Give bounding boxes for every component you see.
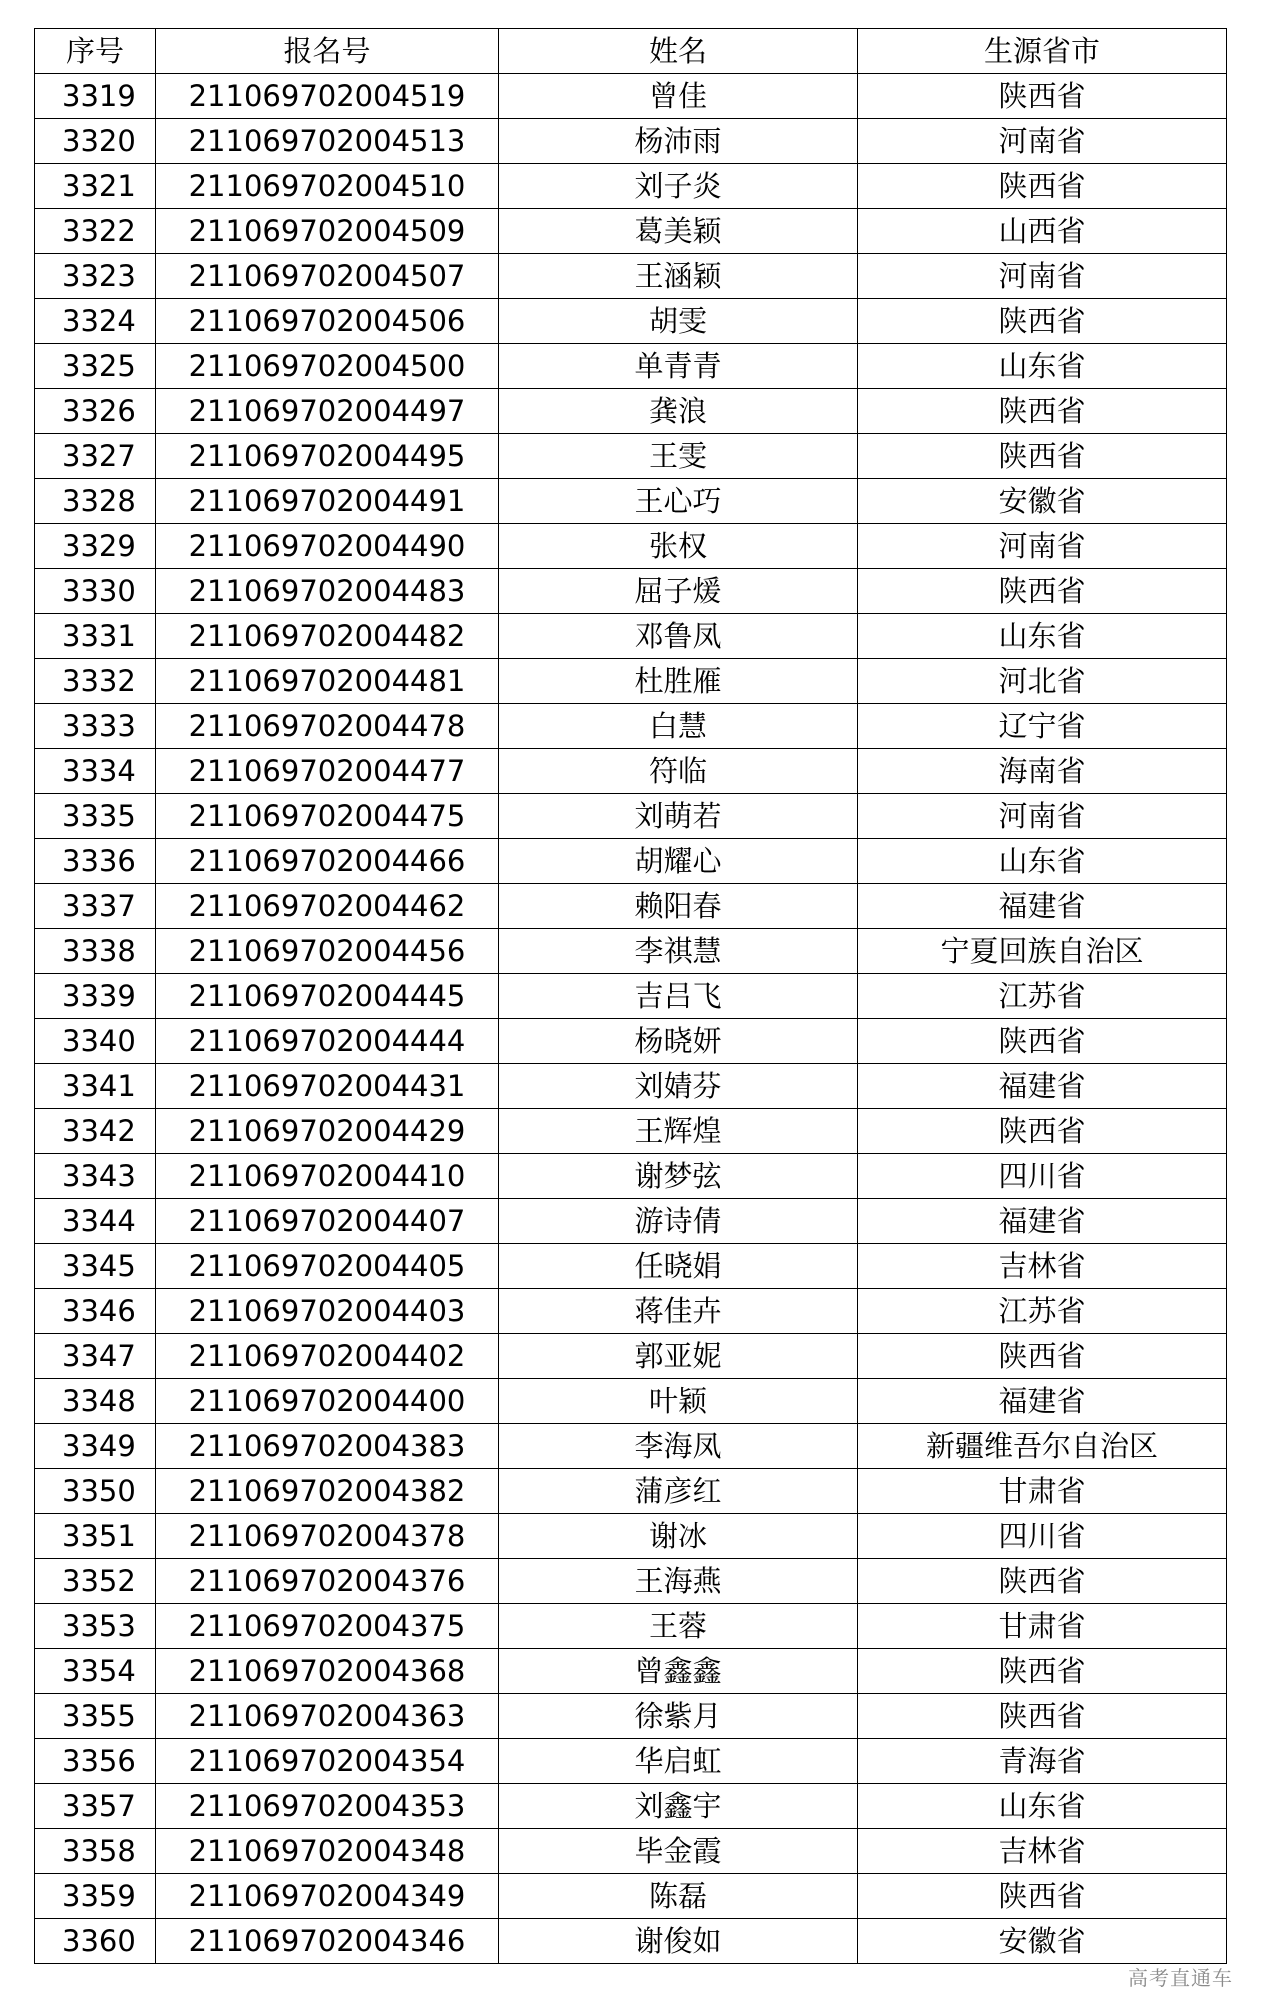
cell-origin: 陕西省 (858, 1019, 1227, 1064)
table-row (35, 1649, 1227, 1694)
cell-origin: 陕西省 (858, 1109, 1227, 1154)
cell-origin: 福建省 (858, 884, 1227, 929)
cell-seq: 3353 (35, 1604, 156, 1649)
cell-reg-no: 211069702004445 (156, 974, 499, 1019)
cell-origin: 陕西省 (858, 1874, 1227, 1919)
cell-reg-no: 211069702004402 (156, 1334, 499, 1379)
cell-origin: 山西省 (858, 209, 1227, 254)
table-row (35, 119, 1227, 164)
cell-origin: 河南省 (858, 119, 1227, 164)
cell-seq: 3336 (35, 839, 156, 884)
table-row (35, 1739, 1227, 1784)
table-row (35, 209, 1227, 254)
cell-name: 杨沛雨 (499, 119, 858, 164)
cell-reg-no: 211069702004410 (156, 1154, 499, 1199)
table-row (35, 974, 1227, 1019)
cell-name: 张权 (499, 524, 858, 569)
cell-reg-no: 211069702004383 (156, 1424, 499, 1469)
cell-seq: 3343 (35, 1154, 156, 1199)
cell-name: 谢俊如 (499, 1919, 858, 1964)
cell-name: 杨晓妍 (499, 1019, 858, 1064)
cell-seq: 3335 (35, 794, 156, 839)
cell-origin: 山东省 (858, 839, 1227, 884)
cell-seq: 3333 (35, 704, 156, 749)
cell-reg-no: 211069702004519 (156, 74, 499, 119)
cell-reg-no: 211069702004378 (156, 1514, 499, 1559)
table-row (35, 1559, 1227, 1604)
table-row (35, 389, 1227, 434)
cell-reg-no: 211069702004376 (156, 1559, 499, 1604)
cell-reg-no: 211069702004509 (156, 209, 499, 254)
cell-reg-no: 211069702004363 (156, 1694, 499, 1739)
cell-name: 曾佳 (499, 74, 858, 119)
cell-origin: 陕西省 (858, 1649, 1227, 1694)
table-row (35, 434, 1227, 479)
cell-origin: 山东省 (858, 614, 1227, 659)
cell-name: 谢冰 (499, 1514, 858, 1559)
table-row (35, 704, 1227, 749)
cell-seq: 3330 (35, 569, 156, 614)
cell-reg-no: 211069702004478 (156, 704, 499, 749)
cell-reg-no: 211069702004510 (156, 164, 499, 209)
cell-reg-no: 211069702004407 (156, 1199, 499, 1244)
cell-seq: 3344 (35, 1199, 156, 1244)
cell-seq: 3332 (35, 659, 156, 704)
cell-reg-no: 211069702004346 (156, 1919, 499, 1964)
cell-seq: 3357 (35, 1784, 156, 1829)
cell-name: 葛美颖 (499, 209, 858, 254)
table-row (35, 1604, 1227, 1649)
cell-reg-no: 211069702004507 (156, 254, 499, 299)
cell-origin: 河南省 (858, 794, 1227, 839)
cell-name: 吉吕飞 (499, 974, 858, 1019)
cell-seq: 3337 (35, 884, 156, 929)
table-row (35, 164, 1227, 209)
cell-name: 符临 (499, 749, 858, 794)
cell-reg-no: 211069702004403 (156, 1289, 499, 1334)
header-row (35, 29, 1227, 74)
cell-origin: 陕西省 (858, 164, 1227, 209)
cell-name: 胡雯 (499, 299, 858, 344)
table-row (35, 1109, 1227, 1154)
cell-reg-no: 211069702004482 (156, 614, 499, 659)
cell-seq: 3349 (35, 1424, 156, 1469)
cell-seq: 3347 (35, 1334, 156, 1379)
table-row (35, 1334, 1227, 1379)
cell-name: 蒲彦红 (499, 1469, 858, 1514)
cell-name: 邓鲁凤 (499, 614, 858, 659)
cell-origin: 陕西省 (858, 1334, 1227, 1379)
cell-name: 谢梦弦 (499, 1154, 858, 1199)
cell-seq: 3339 (35, 974, 156, 1019)
cell-seq: 3360 (35, 1919, 156, 1964)
table-row (35, 884, 1227, 929)
table-row (35, 1289, 1227, 1334)
cell-seq: 3346 (35, 1289, 156, 1334)
cell-origin: 吉林省 (858, 1244, 1227, 1289)
cell-reg-no: 211069702004483 (156, 569, 499, 614)
table-row (35, 479, 1227, 524)
cell-origin: 四川省 (858, 1154, 1227, 1199)
table-row (35, 659, 1227, 704)
cell-name: 王涵颖 (499, 254, 858, 299)
cell-seq: 3321 (35, 164, 156, 209)
cell-seq: 3322 (35, 209, 156, 254)
cell-seq: 3356 (35, 1739, 156, 1784)
table-row (35, 1694, 1227, 1739)
cell-name: 任晓娟 (499, 1244, 858, 1289)
cell-origin: 江苏省 (858, 974, 1227, 1019)
cell-origin: 青海省 (858, 1739, 1227, 1784)
cell-name: 屈子煖 (499, 569, 858, 614)
header-name: 姓名 (499, 29, 858, 74)
cell-origin: 福建省 (858, 1379, 1227, 1424)
cell-name: 刘鑫宇 (499, 1784, 858, 1829)
cell-origin: 福建省 (858, 1199, 1227, 1244)
table-header (35, 29, 1227, 74)
cell-name: 王心巧 (499, 479, 858, 524)
table-body (35, 74, 1227, 1964)
table-row (35, 749, 1227, 794)
cell-reg-no: 211069702004500 (156, 344, 499, 389)
cell-seq: 3359 (35, 1874, 156, 1919)
cell-origin: 陕西省 (858, 569, 1227, 614)
cell-reg-no: 211069702004481 (156, 659, 499, 704)
cell-reg-no: 211069702004497 (156, 389, 499, 434)
table-row (35, 1199, 1227, 1244)
cell-reg-no: 211069702004513 (156, 119, 499, 164)
cell-name: 毕金霞 (499, 1829, 858, 1874)
cell-reg-no: 211069702004400 (156, 1379, 499, 1424)
cell-origin: 河南省 (858, 254, 1227, 299)
table-row (35, 254, 1227, 299)
cell-seq: 3342 (35, 1109, 156, 1154)
table-row (35, 1064, 1227, 1109)
cell-origin: 海南省 (858, 749, 1227, 794)
cell-origin: 陕西省 (858, 74, 1227, 119)
header-reg-no: 报名号 (156, 29, 499, 74)
cell-reg-no: 211069702004382 (156, 1469, 499, 1514)
cell-origin: 山东省 (858, 344, 1227, 389)
cell-seq: 3355 (35, 1694, 156, 1739)
cell-origin: 河南省 (858, 524, 1227, 569)
cell-origin: 安徽省 (858, 479, 1227, 524)
cell-seq: 3331 (35, 614, 156, 659)
cell-reg-no: 211069702004444 (156, 1019, 499, 1064)
cell-seq: 3334 (35, 749, 156, 794)
cell-name: 徐紫月 (499, 1694, 858, 1739)
table-row (35, 299, 1227, 344)
cell-reg-no: 211069702004353 (156, 1784, 499, 1829)
cell-origin: 陕西省 (858, 389, 1227, 434)
cell-origin: 陕西省 (858, 1559, 1227, 1604)
cell-origin: 陕西省 (858, 299, 1227, 344)
cell-name: 游诗倩 (499, 1199, 858, 1244)
cell-name: 单青青 (499, 344, 858, 389)
cell-name: 华启虹 (499, 1739, 858, 1784)
table-row (35, 74, 1227, 119)
header-origin: 生源省市 (858, 29, 1227, 74)
table-row (35, 839, 1227, 884)
cell-reg-no: 211069702004495 (156, 434, 499, 479)
table-row (35, 1424, 1227, 1469)
table-row (35, 1874, 1227, 1919)
cell-seq: 3324 (35, 299, 156, 344)
table-row (35, 1784, 1227, 1829)
cell-reg-no: 211069702004348 (156, 1829, 499, 1874)
table-row (35, 344, 1227, 389)
cell-seq: 3340 (35, 1019, 156, 1064)
cell-seq: 3351 (35, 1514, 156, 1559)
table-row (35, 1514, 1227, 1559)
cell-name: 刘子炎 (499, 164, 858, 209)
table-row (35, 1829, 1227, 1874)
cell-name: 曾鑫鑫 (499, 1649, 858, 1694)
cell-name: 李海凤 (499, 1424, 858, 1469)
cell-reg-no: 211069702004477 (156, 749, 499, 794)
cell-origin: 新疆维吾尔自治区 (858, 1424, 1227, 1469)
cell-reg-no: 211069702004466 (156, 839, 499, 884)
header-seq: 序号 (35, 29, 156, 74)
cell-seq: 3327 (35, 434, 156, 479)
cell-name: 胡耀心 (499, 839, 858, 884)
cell-seq: 3341 (35, 1064, 156, 1109)
cell-seq: 3323 (35, 254, 156, 299)
cell-reg-no: 211069702004429 (156, 1109, 499, 1154)
table-row (35, 614, 1227, 659)
cell-reg-no: 211069702004405 (156, 1244, 499, 1289)
table-row (35, 1244, 1227, 1289)
table-row (35, 569, 1227, 614)
table-row (35, 794, 1227, 839)
cell-origin: 甘肃省 (858, 1469, 1227, 1514)
cell-name: 王海燕 (499, 1559, 858, 1604)
cell-reg-no: 211069702004490 (156, 524, 499, 569)
admission-roster-table (34, 28, 1227, 1964)
cell-name: 李祺慧 (499, 929, 858, 974)
cell-origin: 安徽省 (858, 1919, 1227, 1964)
cell-seq: 3329 (35, 524, 156, 569)
cell-origin: 河北省 (858, 659, 1227, 704)
cell-reg-no: 211069702004431 (156, 1064, 499, 1109)
cell-reg-no: 211069702004475 (156, 794, 499, 839)
cell-origin: 甘肃省 (858, 1604, 1227, 1649)
cell-seq: 3358 (35, 1829, 156, 1874)
cell-origin: 宁夏回族自治区 (858, 929, 1227, 974)
table-row (35, 1019, 1227, 1064)
cell-name: 刘婧芬 (499, 1064, 858, 1109)
table-row (35, 1154, 1227, 1199)
cell-reg-no: 211069702004456 (156, 929, 499, 974)
cell-seq: 3320 (35, 119, 156, 164)
table-row (35, 1469, 1227, 1514)
cell-reg-no: 211069702004354 (156, 1739, 499, 1784)
cell-name: 白慧 (499, 704, 858, 749)
cell-seq: 3352 (35, 1559, 156, 1604)
table-row (35, 1919, 1227, 1964)
cell-name: 王蓉 (499, 1604, 858, 1649)
cell-reg-no: 211069702004462 (156, 884, 499, 929)
cell-seq: 3348 (35, 1379, 156, 1424)
cell-name: 陈磊 (499, 1874, 858, 1919)
cell-name: 郭亚妮 (499, 1334, 858, 1379)
cell-seq: 3345 (35, 1244, 156, 1289)
cell-reg-no: 211069702004491 (156, 479, 499, 524)
watermark-text: 高考直通车 (1128, 1966, 1233, 1990)
cell-seq: 3328 (35, 479, 156, 524)
cell-name: 赖阳春 (499, 884, 858, 929)
cell-origin: 山东省 (858, 1784, 1227, 1829)
cell-origin: 陕西省 (858, 434, 1227, 479)
cell-name: 龚浪 (499, 389, 858, 434)
table-row (35, 929, 1227, 974)
cell-name: 蒋佳卉 (499, 1289, 858, 1334)
cell-reg-no: 211069702004506 (156, 299, 499, 344)
table-row (35, 524, 1227, 569)
cell-seq: 3319 (35, 74, 156, 119)
cell-origin: 四川省 (858, 1514, 1227, 1559)
cell-reg-no: 211069702004349 (156, 1874, 499, 1919)
cell-reg-no: 211069702004375 (156, 1604, 499, 1649)
cell-seq: 3350 (35, 1469, 156, 1514)
cell-seq: 3325 (35, 344, 156, 389)
cell-origin: 福建省 (858, 1064, 1227, 1109)
cell-reg-no: 211069702004368 (156, 1649, 499, 1694)
cell-name: 王雯 (499, 434, 858, 479)
cell-seq: 3354 (35, 1649, 156, 1694)
cell-name: 杜胜雁 (499, 659, 858, 704)
table-row (35, 1379, 1227, 1424)
cell-origin: 陕西省 (858, 1694, 1227, 1739)
cell-seq: 3326 (35, 389, 156, 434)
cell-seq: 3338 (35, 929, 156, 974)
cell-origin: 吉林省 (858, 1829, 1227, 1874)
cell-name: 刘萌若 (499, 794, 858, 839)
cell-origin: 辽宁省 (858, 704, 1227, 749)
cell-name: 王辉煌 (499, 1109, 858, 1154)
cell-name: 叶颖 (499, 1379, 858, 1424)
cell-origin: 江苏省 (858, 1289, 1227, 1334)
